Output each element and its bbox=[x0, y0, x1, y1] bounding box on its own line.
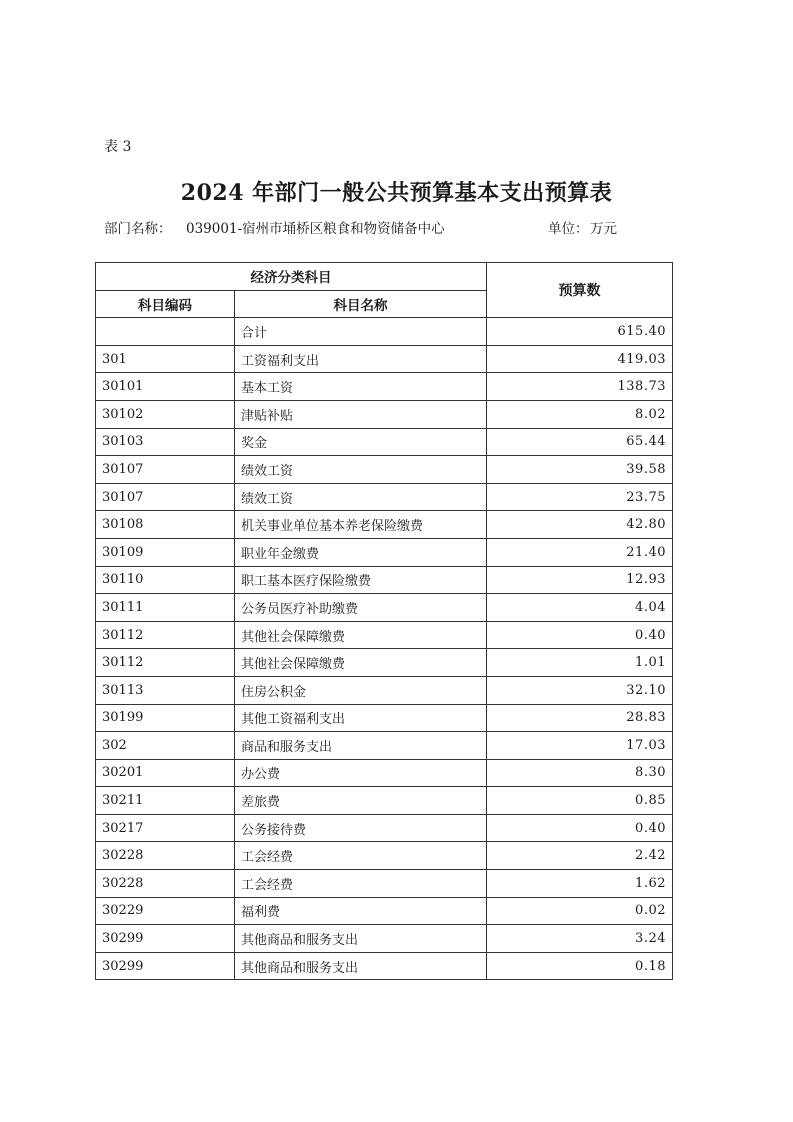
row-amount: 0.85 bbox=[487, 787, 673, 815]
row-name: 公务接待费 bbox=[235, 814, 487, 842]
unit-label: 单位： bbox=[548, 221, 589, 237]
unit-value: 万元 bbox=[590, 221, 617, 237]
meta-row bbox=[104, 217, 684, 237]
table-row bbox=[96, 897, 673, 925]
table-row bbox=[96, 511, 673, 539]
row-code: 30107 bbox=[96, 456, 235, 484]
table-row bbox=[96, 428, 673, 456]
header-amount: 预算数 bbox=[487, 263, 673, 318]
row-name: 工会经费 bbox=[235, 870, 487, 898]
department-label: 部门名称： bbox=[104, 221, 172, 237]
row-code: 30101 bbox=[96, 373, 235, 401]
table-row bbox=[96, 594, 673, 622]
page-title: 2024 年部门一般公共预算基本支出预算表 bbox=[180, 180, 613, 206]
table-row bbox=[96, 676, 673, 704]
row-code bbox=[96, 318, 235, 346]
table-row bbox=[96, 538, 673, 566]
row-code: 30112 bbox=[96, 649, 235, 677]
table-body bbox=[96, 318, 673, 980]
row-name: 奖金 bbox=[235, 428, 487, 456]
row-name: 合计 bbox=[235, 318, 487, 346]
row-name: 职工基本医疗保险缴费 bbox=[235, 566, 487, 594]
budget-table bbox=[95, 262, 673, 980]
row-code: 30201 bbox=[96, 759, 235, 787]
table-row bbox=[96, 759, 673, 787]
row-amount: 28.83 bbox=[487, 704, 673, 732]
table-row bbox=[96, 345, 673, 373]
row-amount: 4.04 bbox=[487, 594, 673, 622]
row-amount: 138.73 bbox=[487, 373, 673, 401]
header-name: 科目名称 bbox=[235, 290, 487, 318]
row-amount: 615.40 bbox=[487, 318, 673, 346]
row-amount: 0.02 bbox=[487, 897, 673, 925]
table-row bbox=[96, 456, 673, 484]
table-row bbox=[96, 925, 673, 953]
row-amount: 42.80 bbox=[487, 511, 673, 539]
table-row bbox=[96, 842, 673, 870]
table-row bbox=[96, 566, 673, 594]
row-amount: 39.58 bbox=[487, 456, 673, 484]
row-code: 30299 bbox=[96, 952, 235, 980]
row-amount: 17.03 bbox=[487, 732, 673, 760]
row-name: 绩效工资 bbox=[235, 456, 487, 484]
row-code: 30228 bbox=[96, 870, 235, 898]
table-row bbox=[96, 732, 673, 760]
row-name: 工资福利支出 bbox=[235, 345, 487, 373]
row-name: 津贴补贴 bbox=[235, 400, 487, 428]
table-row bbox=[96, 870, 673, 898]
row-code: 30108 bbox=[96, 511, 235, 539]
row-amount: 1.62 bbox=[487, 870, 673, 898]
row-amount: 0.18 bbox=[487, 952, 673, 980]
row-name: 工会经费 bbox=[235, 842, 487, 870]
row-code: 30109 bbox=[96, 538, 235, 566]
header-code: 科目编码 bbox=[96, 290, 235, 318]
row-name: 其他商品和服务支出 bbox=[235, 952, 487, 980]
row-amount: 32.10 bbox=[487, 676, 673, 704]
row-amount: 2.42 bbox=[487, 842, 673, 870]
row-name: 其他社会保障缴费 bbox=[235, 649, 487, 677]
row-code: 30217 bbox=[96, 814, 235, 842]
row-amount: 8.30 bbox=[487, 759, 673, 787]
row-name: 福利费 bbox=[235, 897, 487, 925]
row-name: 绩效工资 bbox=[235, 483, 487, 511]
row-amount: 23.75 bbox=[487, 483, 673, 511]
table-row bbox=[96, 952, 673, 980]
row-code: 30113 bbox=[96, 676, 235, 704]
row-name: 商品和服务支出 bbox=[235, 732, 487, 760]
table-number: 表 3 bbox=[104, 139, 132, 155]
row-name: 其他商品和服务支出 bbox=[235, 925, 487, 953]
table-row bbox=[96, 483, 673, 511]
row-name: 职业年金缴费 bbox=[235, 538, 487, 566]
row-name: 办公费 bbox=[235, 759, 487, 787]
table-row bbox=[96, 621, 673, 649]
row-name: 差旅费 bbox=[235, 787, 487, 815]
table-row bbox=[96, 318, 673, 346]
table-header bbox=[96, 263, 673, 318]
department-value: 039001-宿州市埇桥区粮食和物资储备中心 bbox=[186, 221, 445, 237]
row-amount: 3.24 bbox=[487, 925, 673, 953]
row-name: 其他工资福利支出 bbox=[235, 704, 487, 732]
row-amount: 65.44 bbox=[487, 428, 673, 456]
table-row bbox=[96, 787, 673, 815]
row-code: 30111 bbox=[96, 594, 235, 622]
row-code: 30112 bbox=[96, 621, 235, 649]
row-code: 30211 bbox=[96, 787, 235, 815]
header-econ-class: 经济分类科目 bbox=[96, 263, 487, 291]
row-amount: 8.02 bbox=[487, 400, 673, 428]
row-amount: 12.93 bbox=[487, 566, 673, 594]
row-code: 301 bbox=[96, 345, 235, 373]
row-name: 其他社会保障缴费 bbox=[235, 621, 487, 649]
row-code: 30103 bbox=[96, 428, 235, 456]
row-code: 30102 bbox=[96, 400, 235, 428]
row-code: 30199 bbox=[96, 704, 235, 732]
row-name: 基本工资 bbox=[235, 373, 487, 401]
table-row bbox=[96, 814, 673, 842]
row-code: 30229 bbox=[96, 897, 235, 925]
table-row bbox=[96, 373, 673, 401]
row-code: 30228 bbox=[96, 842, 235, 870]
row-amount: 21.40 bbox=[487, 538, 673, 566]
table-row bbox=[96, 704, 673, 732]
row-name: 机关事业单位基本养老保险缴费 bbox=[235, 511, 487, 539]
row-amount: 419.03 bbox=[487, 345, 673, 373]
table-row bbox=[96, 400, 673, 428]
row-name: 住房公积金 bbox=[235, 676, 487, 704]
row-code: 302 bbox=[96, 732, 235, 760]
row-code: 30107 bbox=[96, 483, 235, 511]
row-amount: 0.40 bbox=[487, 621, 673, 649]
row-amount: 1.01 bbox=[487, 649, 673, 677]
row-name: 公务员医疗补助缴费 bbox=[235, 594, 487, 622]
row-amount: 0.40 bbox=[487, 814, 673, 842]
row-code: 30110 bbox=[96, 566, 235, 594]
table-row bbox=[96, 649, 673, 677]
row-code: 30299 bbox=[96, 925, 235, 953]
